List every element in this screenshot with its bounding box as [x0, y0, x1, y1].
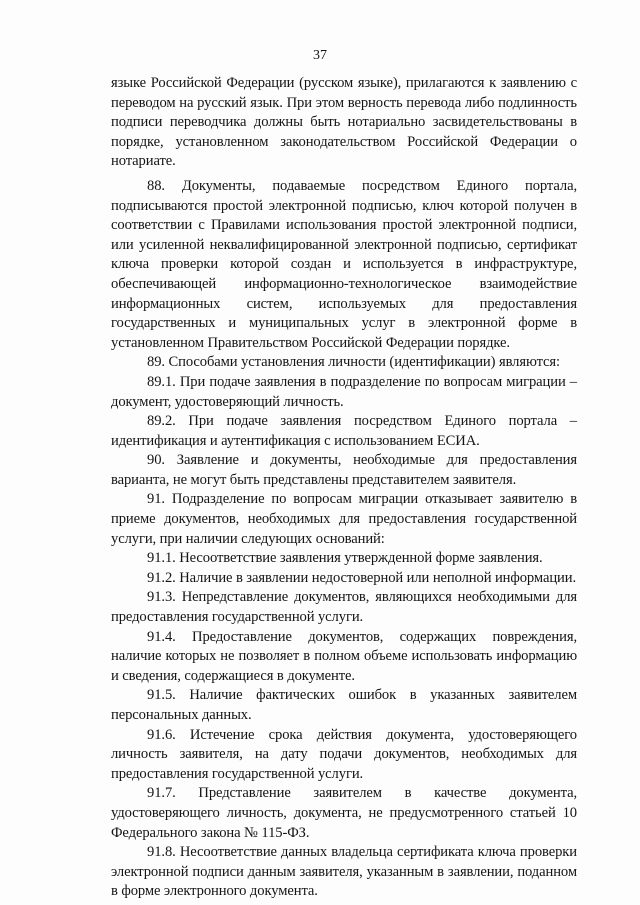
paragraph-91: 91. Подразделение по вопросам миграции отказывает заявителю в приеме документов, необходимых для предоставления государственной услуги, при наличии следующих оснований: — [111, 491, 577, 547]
paragraph-continuation: языке Российской Федерации (русском языке), прилагаются к заявлению с переводом на русский язык. При этом верность перевода либо подлинность подписи переводчика должны быть нотариально засвидетельствованы в порядке, установленном законодательством Российской Федерации о нотариате. — [111, 75, 577, 170]
document-body — [111, 74, 577, 902]
page-number: 37 — [313, 48, 327, 63]
paragraph-89-2: 89.2. При подаче заявления посредством Единого портала – идентификация и аутентификация с использованием ЕСИА. — [111, 413, 577, 449]
paragraph-90: 90. Заявление и документы, необходимые для предоставления варианта, не могут быть представлены представителем заявителя. — [111, 452, 577, 488]
paragraph-91-6: 91.6. Истечение срока действия документа, удостоверяющего личность заявителя, на дату подачи документов, необходимых для предоставления государственной услуги. — [111, 726, 577, 782]
paragraph-91-5: 91.5. Наличие фактических ошибок в указанных заявителем персональных данных. — [111, 687, 577, 723]
paragraph-91-2: 91.2. Наличие в заявлении недостоверной или неполной информации. — [147, 569, 577, 586]
paragraph-91-7: 91.7. Представление заявителем в качестве документа, удостоверяющего личность, документа, не предусмотренного статьей 10 Федерального закона № 115-ФЗ. — [111, 785, 577, 841]
paragraph-89: 89. Способами установления личности (идентификации) являются: — [147, 354, 560, 371]
paragraph-91-3: 91.3. Непредставление документов, являющихся необходимыми для предоставления государственной услуги. — [111, 589, 577, 626]
paragraph-91-1: 91.1. Несоответствие заявления утвержденной форме заявления. — [147, 550, 543, 567]
paragraph-89-1: 89.1. При подаче заявления в подразделение по вопросам миграции – документ, удостоверяющий личность. — [111, 373, 577, 410]
paragraph-91-4: 91.4. Предоставление документов, содержащих повреждения, наличие которых не позволяет в полном объеме использовать информацию и сведения, содержащиеся в документе. — [111, 628, 577, 684]
paragraph-88: 88. Документы, подаваемые посредством Единого портала, подписываются простой электронной подписью, ключ которой получен в соответствии с Правилами использования простой электронной подписи, или усиленной неквалифицированной электронной подписью, сертификат ключа проверки которой создан и используется в инфраструктуре, обеспечивающей информационно-технологическое взаимодействие информационных систем, используемых для предоставления государственных и муниципальных услуг в электронной форме в установленном Правительством Российской Федерации порядке. — [111, 177, 577, 351]
paragraph-91-8: 91.8. Несоответствие данных владельца сертификата ключа проверки электронной подписи данным заявителя, указанным в заявлении, поданном в форме электронного документа. — [111, 844, 577, 900]
